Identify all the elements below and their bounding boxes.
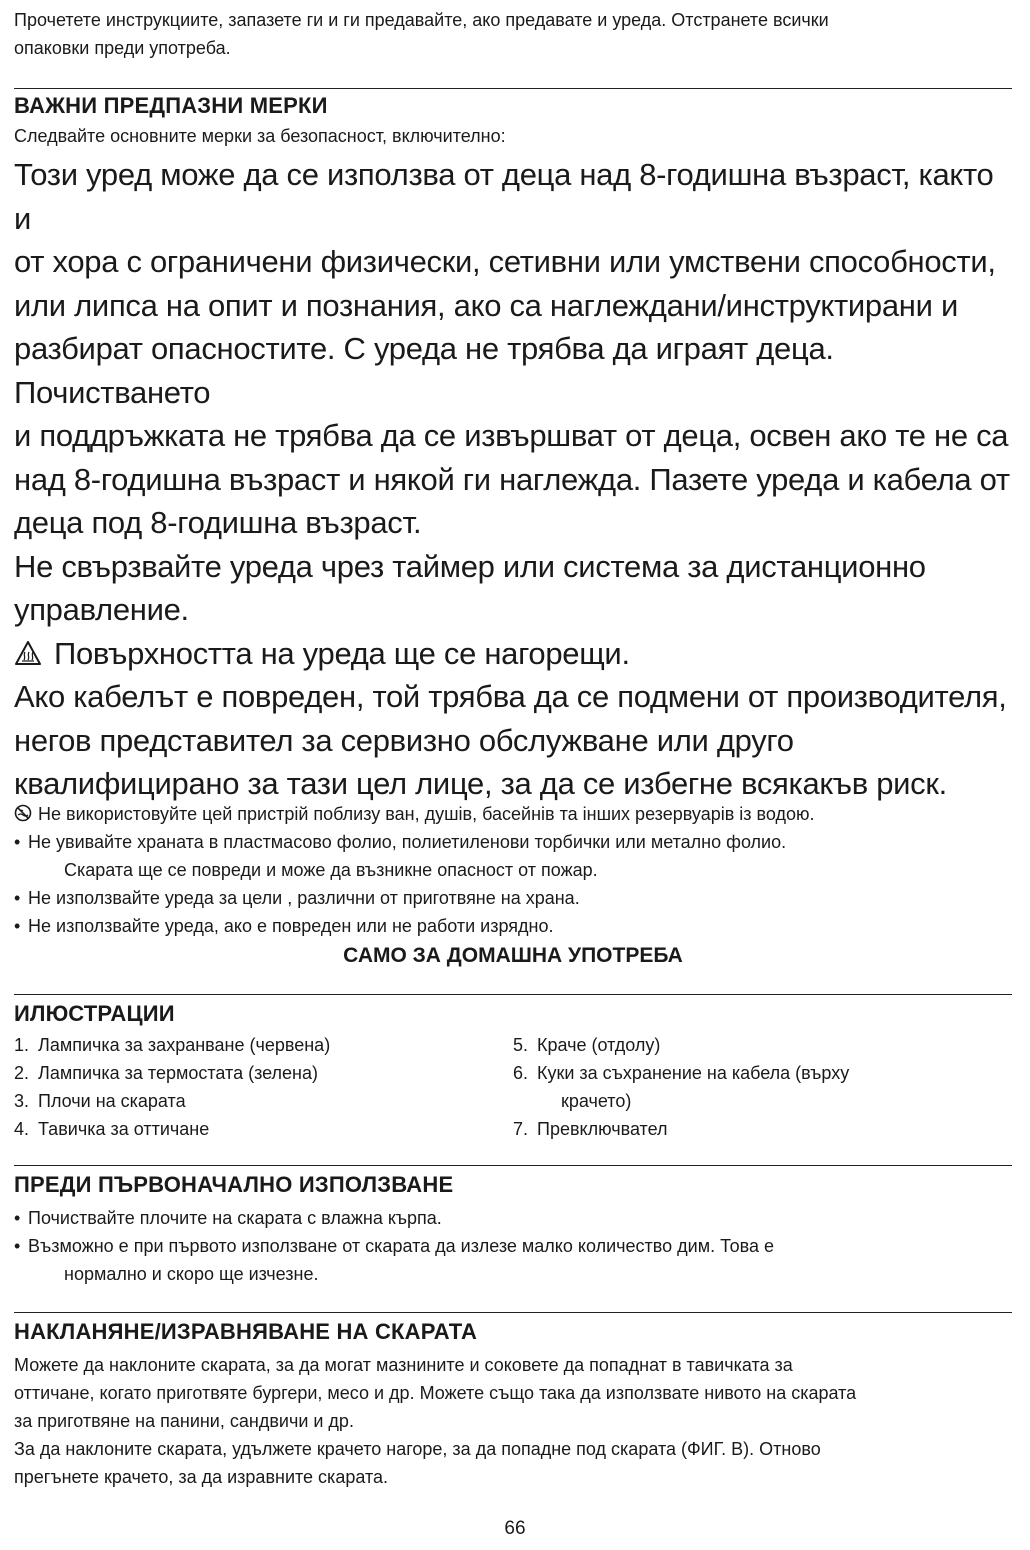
- list-item-text: Не използвайте уреда за цели , различни от приготвяне на храна.: [28, 887, 580, 908]
- list-number: 2.: [14, 1062, 30, 1083]
- section-divider: [14, 1165, 1012, 1166]
- bullet-mark: •: [14, 887, 21, 908]
- hot-surface-warning: [14, 632, 1012, 676]
- bullet-mark: •: [14, 1235, 21, 1256]
- list-item: [14, 1031, 513, 1059]
- list-item: [513, 1031, 1012, 1059]
- parts-column-left: [14, 1031, 513, 1143]
- paragraph-line: За да наклоните скарата, удължете крачето нагоре, за да попадне под скарата (ФИГ. В). Отново: [14, 1438, 821, 1459]
- list-number: 3.: [14, 1090, 30, 1111]
- hot-surface-warning-icon: [14, 634, 42, 660]
- section-title: ПРЕДИ ПЪРВОНАЧАЛНО ИЗПОЛЗВАНЕ: [14, 1171, 454, 1197]
- section-divider: [14, 1312, 1012, 1313]
- intro-block: [14, 6, 1012, 62]
- safety-section: [14, 93, 1012, 968]
- list-number: 6.: [513, 1062, 529, 1083]
- safety-line: деца под 8-годишна възраст.: [14, 505, 422, 540]
- no-water-icon: [14, 802, 32, 820]
- safety-line: Ако кабелът е повреден, той трябва да се подмени от производителя,: [14, 679, 1007, 714]
- safety-line: квалифицирано за тази цел лице, за да се избегне всякакъв риск.: [14, 766, 947, 801]
- no-water-text: Не використовуйте цей пристрій поблизу ван, душів, басейнів та інших резервуарів із водою.: [38, 803, 815, 824]
- safety-line: разбират опасностите. С уреда не трябва да играят деца. Почистването: [14, 331, 834, 410]
- list-number: 7.: [513, 1118, 529, 1139]
- list-item-text: Краче (отдолу): [537, 1034, 661, 1055]
- safety-line: и поддръжката не трябва да се извършват от деца, освен ако те не са: [14, 418, 1009, 453]
- list-item-text: Почиствайте плочите на скарата с влажна кърпа.: [28, 1207, 442, 1228]
- section-subtitle: Следвайте основните мерки за безопасност, включително:: [14, 126, 506, 146]
- list-item-text: Лампичка за захранване (червена): [38, 1034, 331, 1055]
- list-item: [14, 1087, 513, 1115]
- list-number: 4.: [14, 1118, 30, 1139]
- safety-line: над 8-годишна възраст и някой ги наглежда. Пазете уреда и кабела от: [14, 461, 1010, 497]
- illustrations-section: [14, 1001, 1012, 1143]
- section-divider: [14, 88, 1012, 89]
- section-title: НАКЛАНЯНЕ/ИЗРАВНЯВАНЕ НА СКАРАТА: [14, 1318, 478, 1344]
- safety-line: управление.: [14, 592, 189, 627]
- bullet-mark: •: [14, 1207, 21, 1228]
- list-item: [14, 828, 1012, 856]
- list-item-text: Не използвайте уреда, ако е повреден или не работи изрядно.: [28, 915, 554, 936]
- list-item: [14, 1115, 513, 1143]
- list-item-text: Тавичка за оттичане: [38, 1118, 210, 1139]
- section-divider: [14, 994, 1012, 995]
- intro-line: опаковки преди употреба.: [14, 38, 231, 58]
- intro-line: Прочетете инструкциите, запазете ги и ги предавайте, ако предавате и уреда. Отстранете всички: [14, 10, 829, 30]
- list-item: [513, 1059, 1012, 1087]
- list-item: [14, 1204, 1012, 1232]
- paragraph-line: оттичане, когато приготвяте бургери, месо и др. Можете също така да използвате нивото на скарата: [14, 1382, 857, 1403]
- list-item-text: Лампичка за термостата (зелена): [38, 1062, 319, 1083]
- list-item-text: Куки за съхранение на кабела (върху: [537, 1062, 850, 1083]
- safety-line: негов представител за сервизно обслужване или друго: [14, 722, 794, 758]
- safety-line: или липса на опит и познания, ако са наглеждани/инструктирани и: [14, 287, 958, 323]
- list-item-continuation: Скарата ще се повреди и може да възникне опасност от пожар.: [64, 859, 598, 880]
- manual-page: [14, 6, 1012, 1491]
- list-item: [513, 1115, 1012, 1143]
- paragraph-line: за приготвяне на панини, сандвичи и др.: [14, 1410, 354, 1431]
- list-item: [14, 912, 1012, 940]
- safety-main-text: [14, 153, 1012, 806]
- parts-list: [14, 1031, 1012, 1143]
- section-title: ВАЖНИ ПРЕДПАЗНИ МЕРКИ: [14, 93, 328, 118]
- list-item-text: Плочи на скарата: [38, 1090, 186, 1111]
- safety-line: Този уред може да се използва от деца над 8-годишна възраст, както и: [14, 157, 994, 236]
- list-item-text: Превключвател: [537, 1118, 668, 1139]
- list-item-continuation: крачето): [561, 1090, 632, 1111]
- list-number: 1.: [14, 1034, 30, 1055]
- safety-line: Не свързвайте уреда чрез таймер или система за дистанционно: [14, 548, 926, 584]
- list-item-continuation: нормално и скоро ще изчезне.: [64, 1263, 319, 1284]
- first-use-section: [14, 1172, 1012, 1288]
- list-item: [14, 1232, 1012, 1260]
- paragraph-line: Можете да наклоните скарата, за да могат мазнините и соковете да попаднат в тавичката за: [14, 1354, 793, 1375]
- bullet-mark: •: [14, 831, 21, 852]
- section-title: ИЛЮСТРАЦИИ: [14, 1000, 175, 1026]
- list-item-text: Възможно е при първото използване от скарата да излезе малко количество дим. Това е: [28, 1235, 775, 1256]
- list-item: [14, 884, 1012, 912]
- household-use-only: САМО ЗА ДОМАШНА УПОТРЕБА: [343, 943, 683, 967]
- hot-surface-text: Повърхността на уреда ще се нагорещи.: [54, 635, 630, 671]
- list-item: [14, 1059, 513, 1087]
- list-number: 5.: [513, 1034, 529, 1055]
- paragraph-line: прегънете крачето, за да изравните скарата.: [14, 1466, 389, 1487]
- page-number: 66: [504, 1518, 526, 1539]
- safety-line: от хора с ограничени физически, сетивни или умствени способности,: [14, 244, 996, 279]
- tilt-text: [14, 1351, 1012, 1491]
- bullet-mark: •: [14, 915, 21, 936]
- tilt-section: [14, 1319, 1012, 1491]
- parts-column-right: [513, 1031, 1012, 1143]
- list-item-text: Не увивайте храната в пластмасово фолио, полиетиленови торбички или метално фолио.: [28, 831, 787, 852]
